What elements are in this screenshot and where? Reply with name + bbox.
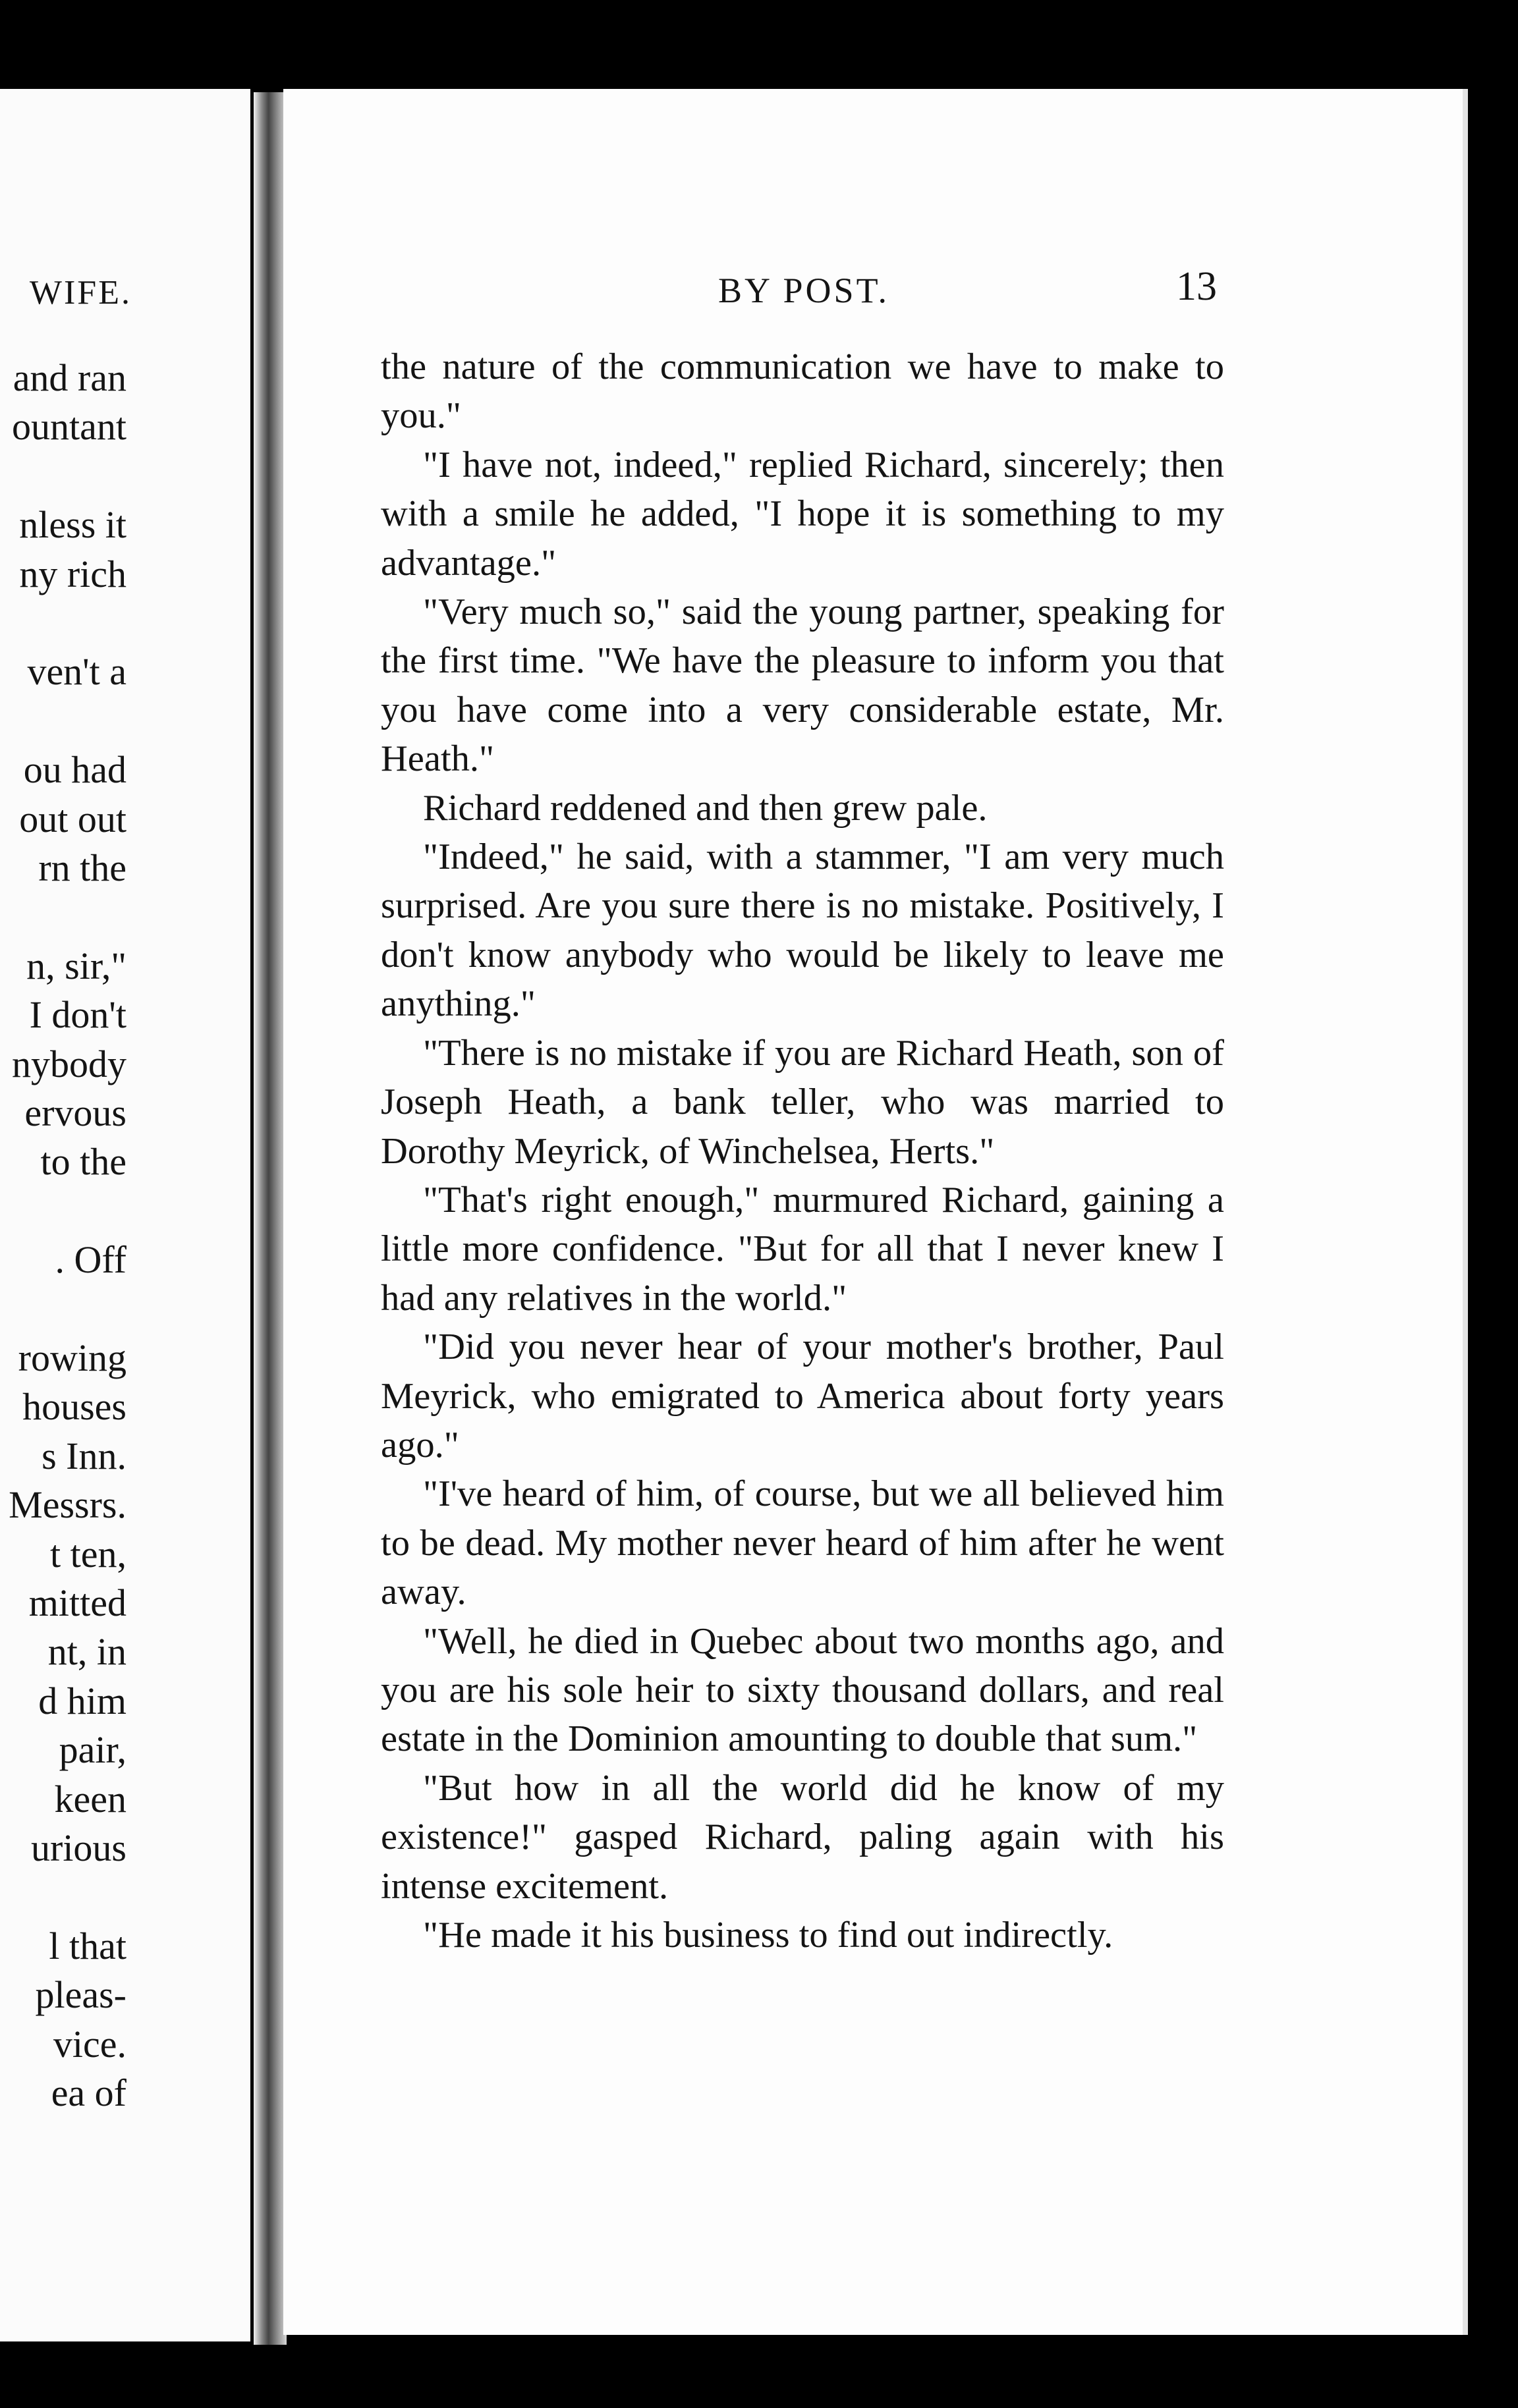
left-page-line: vice. [53,2022,126,2066]
running-header: BY POST. [718,271,890,310]
left-page-line: s Inn. [42,1434,126,1477]
left-page-line: nybody [12,1042,126,1085]
paragraph: "I have not, indeed," replied Richard, sincerely; then with a smile he added, "I hope it is something to my advantage." [381,444,1224,584]
left-page-line: n, sir," [26,944,126,987]
left-page-line: I don't [29,993,126,1037]
left-page-line: ea of [51,2071,126,2114]
left-page-line: pleas- [35,1973,126,2017]
left-page [0,89,250,2341]
left-page-line: houses [22,1385,126,1429]
left-page-line: nt, in [47,1630,126,1674]
left-page-line: rn the [38,846,126,889]
left-page-line: mitted [28,1581,126,1624]
paragraph: Richard reddened and then grew pale. [423,787,988,829]
book-spine [254,92,287,2345]
left-page-line: ou had [23,748,126,792]
paragraph: "He made it his business to find out indirectly. [423,1915,1113,1956]
left-page-line: t ten, [50,1532,126,1575]
left-page-line: urious [31,1826,126,1869]
left-page-line: ervous [24,1091,126,1134]
paragraph: "Well, he died in Quebec about two months ago, and you are his sole heir to sixty thousand dollars, and real estate in the Dominion amounting to double that sum." [381,1620,1224,1760]
paragraph: "Indeed," he said, with a stammer, "I am very much surprised. Are you sure there is no mistake. Positively, I don't know anybody who would be likely to leave me anything." [381,836,1224,1025]
left-page-line: keen [54,1777,126,1820]
left-page-line: nless it [19,503,126,547]
paragraph: "I've heard of him, of course, but we all believed him to be dead. My mother never heard of him after he went away. [381,1473,1224,1613]
left-page-line: to the [40,1140,126,1184]
left-page-line: pair, [59,1728,126,1772]
left-page-line: d him [38,1679,126,1722]
paragraph: "But how in all the world did he know of my existence!" gasped Richard, paling again with his intense excitement. [381,1767,1224,1907]
body-text [381,342,1224,1959]
paragraph: "Did you never hear of your mother's brother, Paul Meyrick, who emigrated to America about forty years ago." [381,1327,1224,1465]
left-page-line: rowing [18,1336,126,1379]
left-page-line: ven't a [27,650,126,694]
page-number: 13 [1176,264,1217,309]
left-page-line: and ran [13,356,126,399]
left-page-line: ny rich [19,552,126,595]
left-page-line: Messrs. [9,1483,126,1527]
left-page-line: . Off [55,1238,126,1282]
paragraph: "There is no mistake if you are Richard Heath, son of Joseph Heath, a bank teller, who was married to Dorothy Meyrick, of Winchelsea, Herts." [381,1032,1224,1172]
left-page-header: WIFE. [29,274,132,312]
left-page-line: l that [49,1924,126,1967]
paragraph: "That's right enough," murmured Richard, gaining a little more confidence. "But for all that I never knew I had any relatives in the world." [381,1179,1224,1319]
paragraph: the nature of the communication we have to make to you." [381,346,1224,437]
left-page-line: ountant [12,405,126,449]
paragraph: "Very much so," said the young partner, speaking for the first time. "We have the pleasure to inform you that you have come into a very considerable estate, Mr. Heath." [381,591,1224,780]
left-page-line: out out [19,797,126,840]
